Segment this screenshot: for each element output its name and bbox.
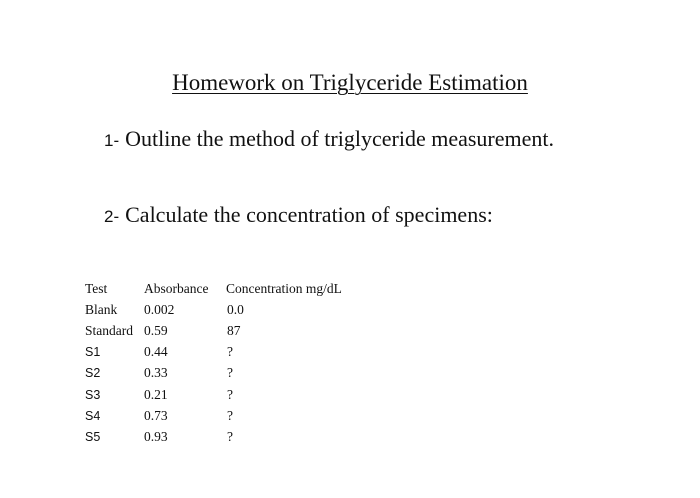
cell-absorbance: 0.21 (144, 386, 168, 402)
cell-test: S5 (85, 429, 101, 444)
header-concentration: Concentration mg/dL (226, 280, 342, 296)
header-test: Test (85, 280, 108, 296)
cell-absorbance: 0.59 (144, 322, 168, 338)
page-title: Homework on Triglyceride Estimation (172, 70, 528, 95)
question-2-text: Calculate the concentration of specimens: (125, 202, 493, 227)
question-1-text: Outline the method of triglyceride measurement. (125, 126, 554, 151)
cell-concentration: 87 (227, 322, 241, 338)
header-absorbance: Absorbance (144, 280, 209, 296)
cell-absorbance: 0.73 (144, 407, 168, 423)
absorbance-table (85, 278, 366, 448)
cell-absorbance: 0.33 (144, 365, 168, 381)
cell-test: S2 (85, 366, 101, 381)
cell-absorbance: 0.44 (144, 344, 168, 360)
cell-concentration: ? (227, 407, 233, 423)
question-1 (104, 126, 554, 152)
cell-concentration: ? (227, 365, 233, 381)
table-row (85, 426, 366, 447)
cell-concentration: ? (227, 386, 233, 402)
cell-test: S3 (85, 387, 101, 402)
cell-concentration: ? (227, 344, 233, 360)
table-header-row (85, 278, 366, 299)
cell-absorbance: 0.002 (144, 301, 175, 317)
table-row (85, 405, 366, 426)
table-row (85, 299, 366, 320)
question-1-number: 1- (104, 131, 120, 150)
cell-absorbance: 0.93 (144, 428, 168, 444)
cell-test: Blank (85, 301, 118, 317)
cell-test: S1 (85, 345, 101, 360)
table-row (85, 384, 366, 405)
table-row (85, 363, 366, 384)
table-row (85, 320, 366, 341)
cell-test: Standard (85, 322, 133, 338)
cell-test: S4 (85, 408, 101, 423)
question-2-number: 2- (104, 207, 120, 226)
cell-concentration: 0.0 (227, 301, 244, 317)
question-2 (104, 202, 493, 228)
table-row (85, 342, 366, 363)
cell-concentration: ? (227, 428, 233, 444)
